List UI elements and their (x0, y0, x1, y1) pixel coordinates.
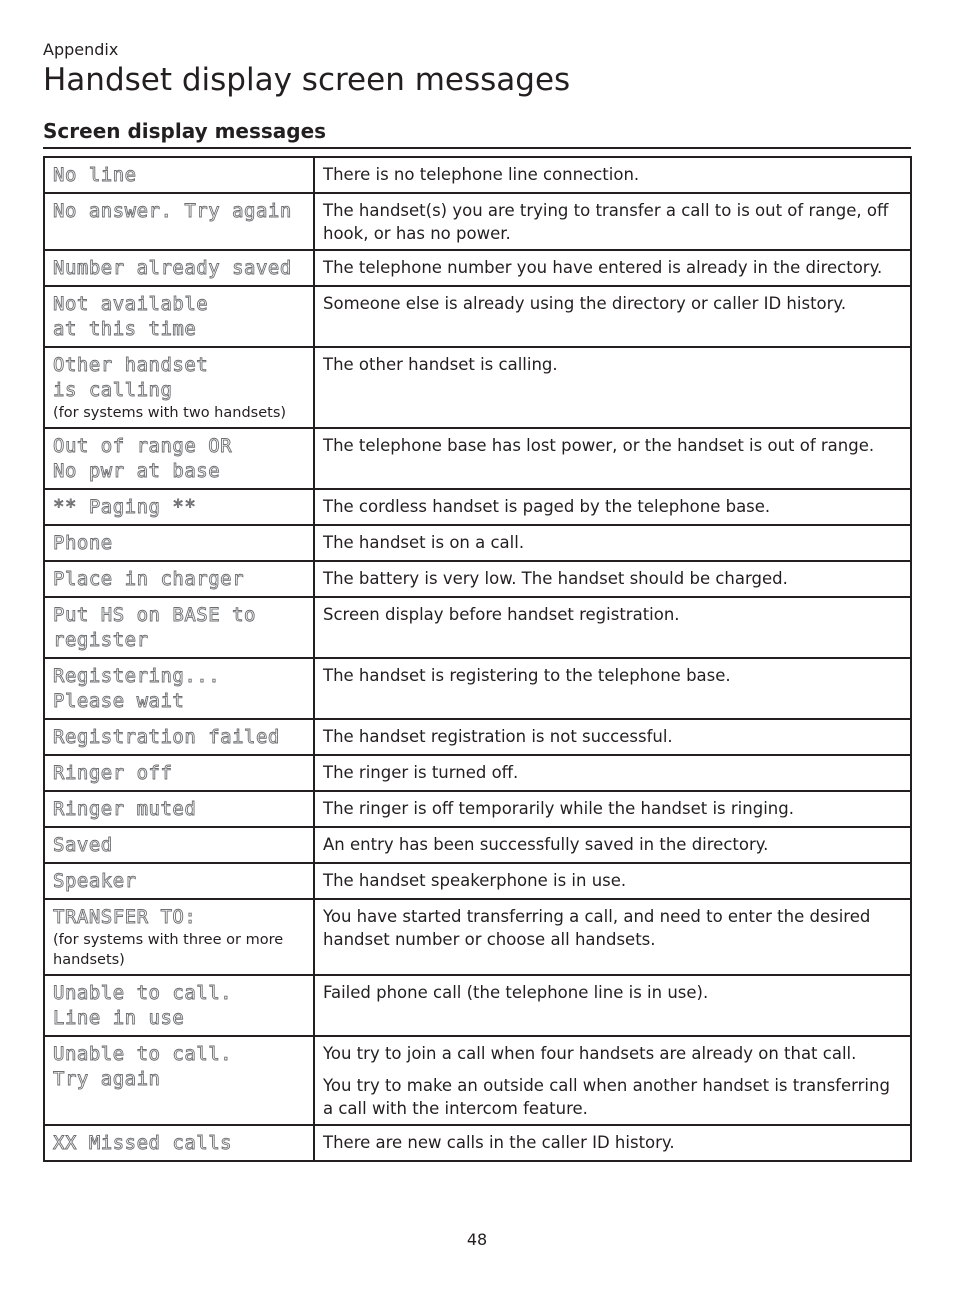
table-heading: Screen display messages (43, 119, 327, 143)
screen-message-text: Saved (53, 834, 113, 856)
table-row (44, 561, 911, 597)
screen-message-text: Number already saved (53, 257, 292, 279)
description-cell (314, 1125, 911, 1161)
table-row (44, 755, 911, 791)
table-row (44, 597, 911, 658)
description-cell (314, 193, 911, 250)
table-row (44, 157, 911, 193)
message-description: You try to make an outside call when another handset is transferring a call with the intercom feature. (323, 1076, 890, 1118)
message-description: The handset(s) you are trying to transfer a call to is out of range, off hook, or has no power. (323, 201, 889, 243)
description-cell (314, 863, 911, 899)
screen-message-text: No line (53, 164, 137, 186)
screen-message-text: Line in use (53, 1007, 185, 1029)
screen-message-cell (44, 193, 314, 250)
screen-message-cell (44, 1125, 314, 1161)
screen-message-text: Phone (53, 532, 113, 554)
description-cell (314, 347, 911, 428)
screen-message-text: Ringer muted (53, 798, 197, 820)
message-description: The telephone base has lost power, or the handset is out of range. (323, 436, 875, 455)
screen-message-cell (44, 525, 314, 561)
screen-message-text: Ringer off (53, 762, 173, 784)
page-number: 48 (466, 1230, 488, 1249)
screen-message-text: Not available (53, 293, 209, 315)
table-row (44, 899, 911, 975)
screen-message-text: Unable to call. (53, 982, 233, 1004)
message-description: The handset speakerphone is in use. (323, 871, 627, 890)
heading-rule (43, 147, 911, 149)
message-description: There are new calls in the caller ID history. (323, 1133, 675, 1152)
screen-message-text: Out of range OR (53, 435, 233, 457)
screen-message-cell (44, 899, 314, 975)
message-description: The handset is registering to the telephone base. (323, 666, 731, 685)
table-row (44, 347, 911, 428)
screen-message-text: at this time (53, 318, 197, 340)
description-cell (314, 250, 911, 286)
message-note: (for systems with two handsets) (53, 405, 287, 421)
table-row (44, 525, 911, 561)
screen-message-text: Place in charger (53, 568, 245, 590)
table-row (44, 975, 911, 1036)
description-cell (314, 489, 911, 525)
messages-table (43, 156, 912, 1162)
screen-message-text: register (53, 629, 149, 651)
message-description: The cordless handset is paged by the telephone base. (323, 497, 771, 516)
screen-message-cell (44, 827, 314, 863)
screen-message-cell (44, 1036, 314, 1125)
screen-message-cell (44, 863, 314, 899)
screen-message-text: No pwr at base (53, 460, 221, 482)
screen-message-text: TRANSFER TO: (53, 906, 197, 928)
screen-message-text: Please wait (53, 690, 185, 712)
screen-message-cell (44, 597, 314, 658)
screen-message-text: XX Missed calls (53, 1132, 233, 1154)
description-cell (314, 286, 911, 347)
table-row (44, 827, 911, 863)
screen-message-text: Speaker (53, 870, 137, 892)
description-cell (314, 975, 911, 1036)
message-description: The ringer is off temporarily while the handset is ringing. (323, 799, 794, 818)
screen-message-text: is calling (53, 379, 173, 401)
screen-message-cell (44, 791, 314, 827)
table-row (44, 428, 911, 489)
table-row (44, 286, 911, 347)
page-title: Handset display screen messages (43, 62, 571, 98)
description-cell (314, 791, 911, 827)
description-cell (314, 827, 911, 863)
screen-message-text: Registering... (53, 665, 221, 687)
screen-message-text: No answer. Try again (53, 200, 292, 222)
screen-message-text: Registration failed (53, 726, 280, 748)
message-description: The ringer is turned off. (323, 763, 519, 782)
screen-message-cell (44, 755, 314, 791)
screen-message-cell (44, 975, 314, 1036)
screen-message-cell (44, 658, 314, 719)
screen-message-text: Other handset (53, 354, 209, 376)
description-cell (314, 561, 911, 597)
message-description: An entry has been successfully saved in the directory. (323, 835, 769, 854)
description-cell (314, 525, 911, 561)
table-row (44, 719, 911, 755)
description-cell (314, 1036, 911, 1125)
message-description: You have started transferring a call, and need to enter the desired handset number or choose all handsets. (323, 907, 871, 949)
table-row (44, 193, 911, 250)
table-row (44, 791, 911, 827)
message-description: Failed phone call (the telephone line is in use). (323, 983, 709, 1002)
message-description: The telephone number you have entered is already in the directory. (323, 258, 883, 277)
description-cell (314, 755, 911, 791)
screen-message-text: Try again (53, 1068, 161, 1090)
description-cell (314, 428, 911, 489)
description-cell (314, 157, 911, 193)
screen-message-cell (44, 561, 314, 597)
screen-message-cell (44, 250, 314, 286)
message-description: The handset is on a call. (323, 533, 525, 552)
screen-message-cell (44, 428, 314, 489)
screen-message-text: Put HS on BASE to (53, 604, 256, 626)
screen-message-cell (44, 347, 314, 428)
screen-message-cell (44, 157, 314, 193)
table-row (44, 250, 911, 286)
description-cell (314, 658, 911, 719)
message-note: (for systems with three or more handsets) (53, 932, 284, 968)
message-description: The battery is very low. The handset should be charged. (323, 569, 788, 588)
message-description: You try to join a call when four handsets are already on that call. (323, 1044, 857, 1063)
table-row (44, 489, 911, 525)
screen-message-text: ** Paging ** (53, 496, 197, 518)
message-description: There is no telephone line connection. (323, 165, 640, 184)
message-description: The handset registration is not successful. (323, 727, 673, 746)
screen-message-cell (44, 489, 314, 525)
description-cell (314, 719, 911, 755)
table-row (44, 658, 911, 719)
screen-message-text: Unable to call. (53, 1043, 233, 1065)
table-row (44, 863, 911, 899)
table-row (44, 1125, 911, 1161)
message-description: Someone else is already using the directory or caller ID history. (323, 294, 847, 313)
screen-message-cell (44, 286, 314, 347)
message-description: The other handset is calling. (323, 355, 558, 374)
message-description: Screen display before handset registration. (323, 605, 680, 624)
description-cell (314, 597, 911, 658)
description-cell (314, 899, 911, 975)
table-row (44, 1036, 911, 1125)
section-label: Appendix (43, 40, 119, 59)
screen-message-cell (44, 719, 314, 755)
